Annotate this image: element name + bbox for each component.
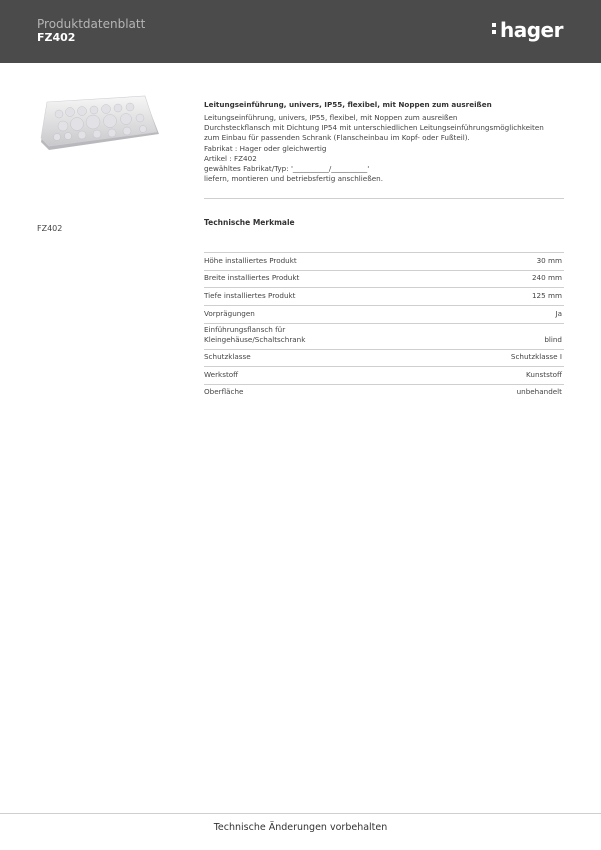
section-divider [204, 198, 564, 199]
footer-note: Technische Änderungen vorbehalten [213, 822, 388, 833]
spec-value: Schutzklasse I [510, 352, 562, 361]
footer-divider [0, 813, 601, 814]
document-type-title: Produktdatenblatt [37, 17, 146, 31]
spec-name: Breite installiertes Produkt [204, 273, 300, 282]
spec-value: 125 mm [531, 291, 562, 300]
description-line: Fabrikat : Hager oder gleichwertig [204, 143, 327, 153]
spec-row [204, 385, 564, 401]
spec-name: Höhe installiertes Produkt [204, 256, 297, 265]
spec-row [204, 253, 564, 271]
spec-value: Kunststoff [526, 370, 562, 379]
sidebar-product-code: FZ402 [37, 224, 63, 233]
spec-name: Schutzklasse [204, 352, 251, 361]
description-line: liefern, montieren und betriebsfertig anschließen. [204, 174, 383, 184]
spec-row [204, 350, 564, 367]
spec-row [204, 288, 564, 306]
header-bar [0, 0, 601, 63]
spec-name: Vorprägungen [204, 309, 255, 318]
spec-row [204, 367, 564, 385]
spec-row [204, 271, 564, 288]
spec-name: Oberfläche [204, 387, 244, 396]
hager-logo [492, 18, 572, 44]
spec-value: 30 mm [536, 256, 562, 265]
spec-value: Ja [555, 309, 562, 318]
description-line: gewähltes Fabrikat/Typ: '__________/__________' [204, 164, 370, 174]
logo-text: hager [500, 18, 563, 42]
cable-entry-plate-image [37, 94, 161, 154]
spec-row [204, 324, 564, 350]
technical-features-title: Technische Merkmale [204, 218, 295, 227]
spec-name: Tiefe installiertes Produkt [204, 291, 296, 300]
description-text [204, 113, 544, 184]
spec-value: unbehandelt [516, 387, 562, 396]
logo-dot-icon [492, 23, 496, 27]
product-code-title: FZ402 [37, 31, 76, 44]
logo-dot-icon [492, 30, 496, 34]
spec-value: blind [544, 335, 562, 344]
description-line: Durchsteckflansch mit Dichtung IP54 mit unterschiedlichen Leitungseinführungsmöglichkeiten [204, 123, 544, 133]
spec-value: 240 mm [531, 273, 562, 282]
description-line: Leitungseinführung, univers, IP55, flexibel, mit Noppen zum ausreißen [204, 113, 458, 122]
description-line: zum Einbau für passenden Schrank (Flanscheinbau im Kopf- oder Fußteil). [204, 133, 470, 143]
spec-name: Werkstoff [204, 370, 239, 379]
description-title: Leitungseinführung, univers, IP55, flexibel, mit Noppen zum ausreißen [204, 100, 492, 109]
spec-row [204, 306, 564, 324]
spec-name: Einführungsflansch für Kleingehäuse/Schaltschrank [204, 325, 306, 344]
description-line: Artikel : FZ402 [204, 153, 257, 163]
